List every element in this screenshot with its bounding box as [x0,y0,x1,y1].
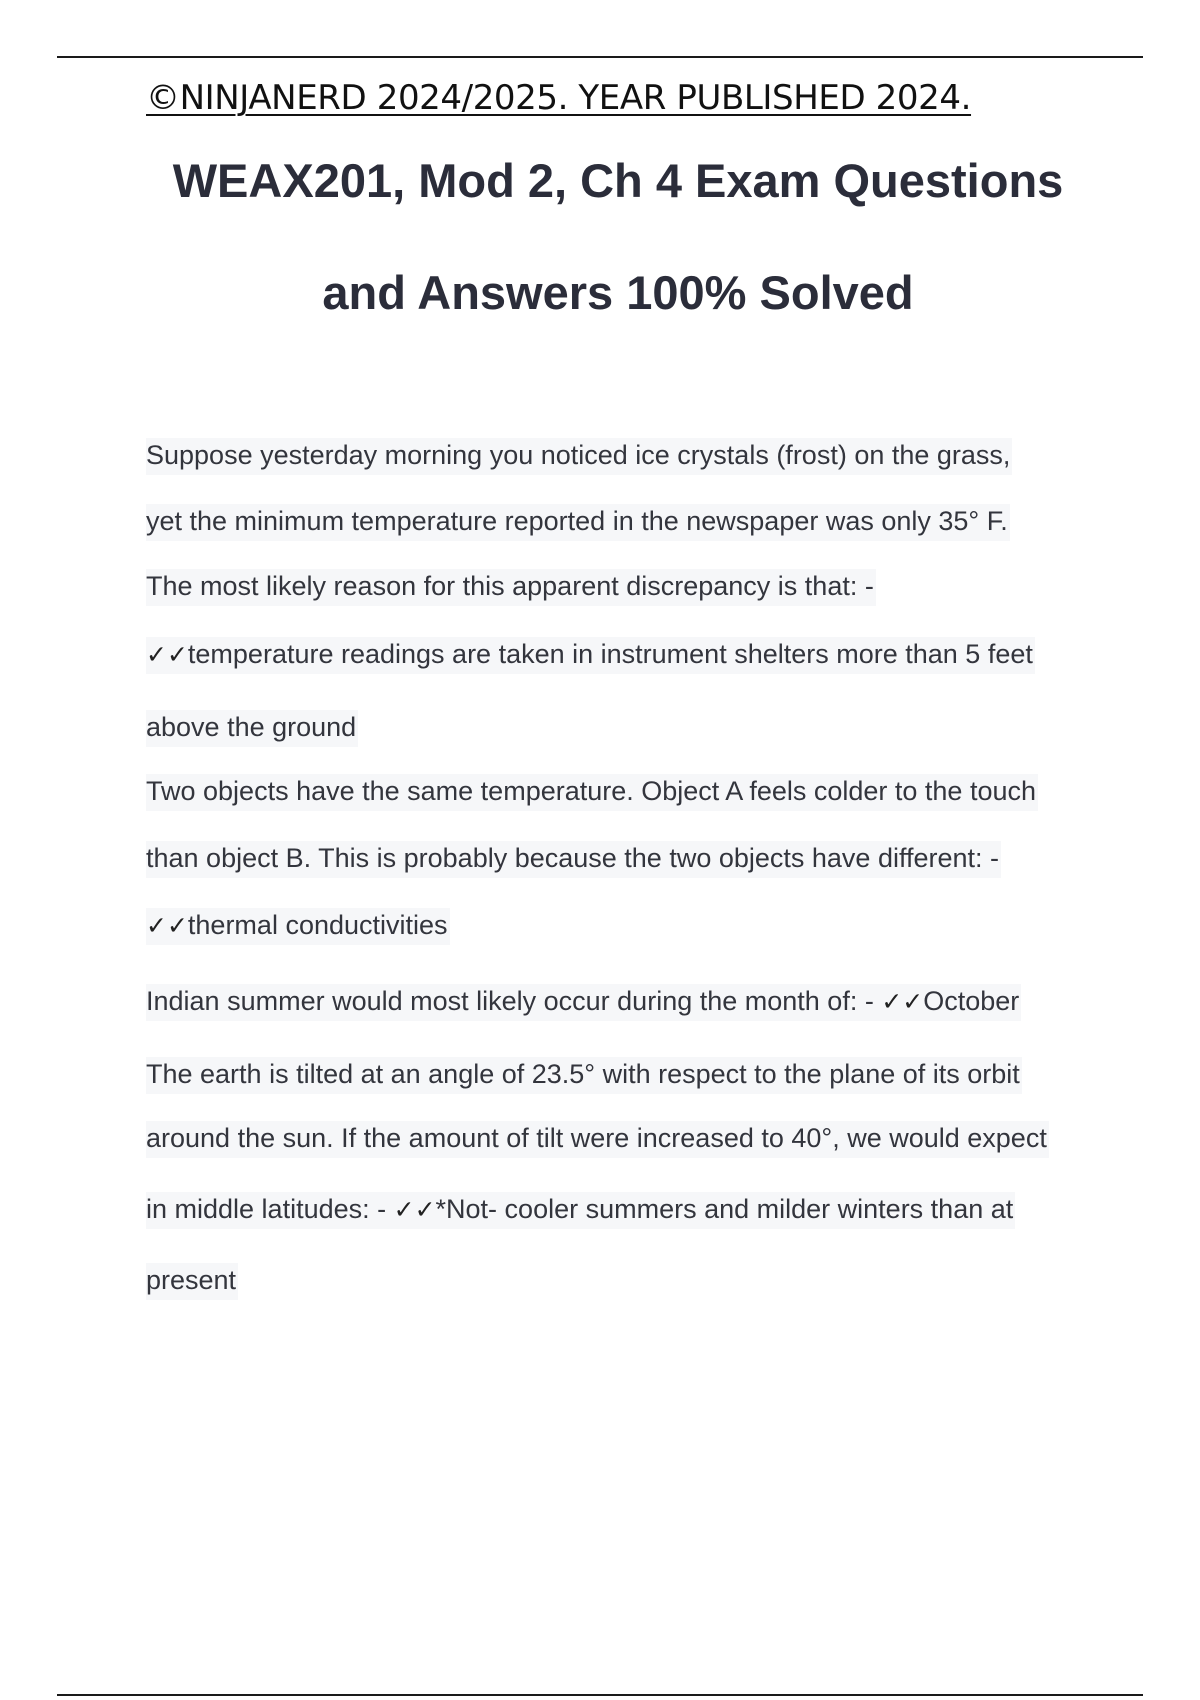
checkmark-icon: ✓✓ [881,987,924,1016]
answer-1-line-1 [146,637,1035,674]
answer-2-text: thermal conductivities [187,910,448,940]
copyright-header: ©NINJANERD 2024/2025. YEAR PUBLISHED 2024. [146,78,972,118]
document-title-line-1: WEAX201, Mod 2, Ch 4 Exam Questions [172,154,1064,207]
checkmark-icon: ✓✓ [393,1195,436,1224]
question-1-line-2: yet the minimum temperature reported in the newspaper was only 35° F. [146,504,1010,541]
top-rule [57,56,1143,58]
question-1-line-3: The most likely reason for this apparent discrepancy is that: - [146,569,876,606]
answer-3-text: October [923,986,1020,1016]
question-1-line-1: Suppose yesterday morning you noticed ice crystals (frost) on the grass, [146,438,1012,475]
answer-2-line-1 [146,908,450,945]
bottom-rule [57,1694,1143,1696]
checkmark-icon: ✓✓ [146,911,188,940]
question-4-line-2: around the sun. If the amount of tilt were increased to 40°, we would expect [146,1121,1049,1158]
checkmark-icon: ✓✓ [146,640,188,669]
question-4-text: in middle latitudes: - [146,1194,394,1224]
document-title-line-2: and Answers 100% Solved [322,266,914,319]
question-4-line-3 [146,1192,1015,1229]
answer-4-line-2: present [146,1263,238,1300]
answer-1-line-2: above the ground [146,710,358,747]
question-2-line-2: than object B. This is probably because the two objects have different: - [146,841,1001,878]
question-3-text: Indian summer would most likely occur during the month of: - [146,986,882,1016]
question-4-line-1: The earth is tilted at an angle of 23.5° with respect to the plane of its orbit [146,1057,1022,1094]
answer-4-text: *Not- cooler summers and milder winters than at [435,1194,1014,1224]
question-2-line-1: Two objects have the same temperature. Object A feels colder to the touch [146,774,1038,811]
question-3-line-1 [146,984,1021,1021]
answer-1-text: temperature readings are taken in instrument shelters more than 5 feet [187,639,1033,669]
